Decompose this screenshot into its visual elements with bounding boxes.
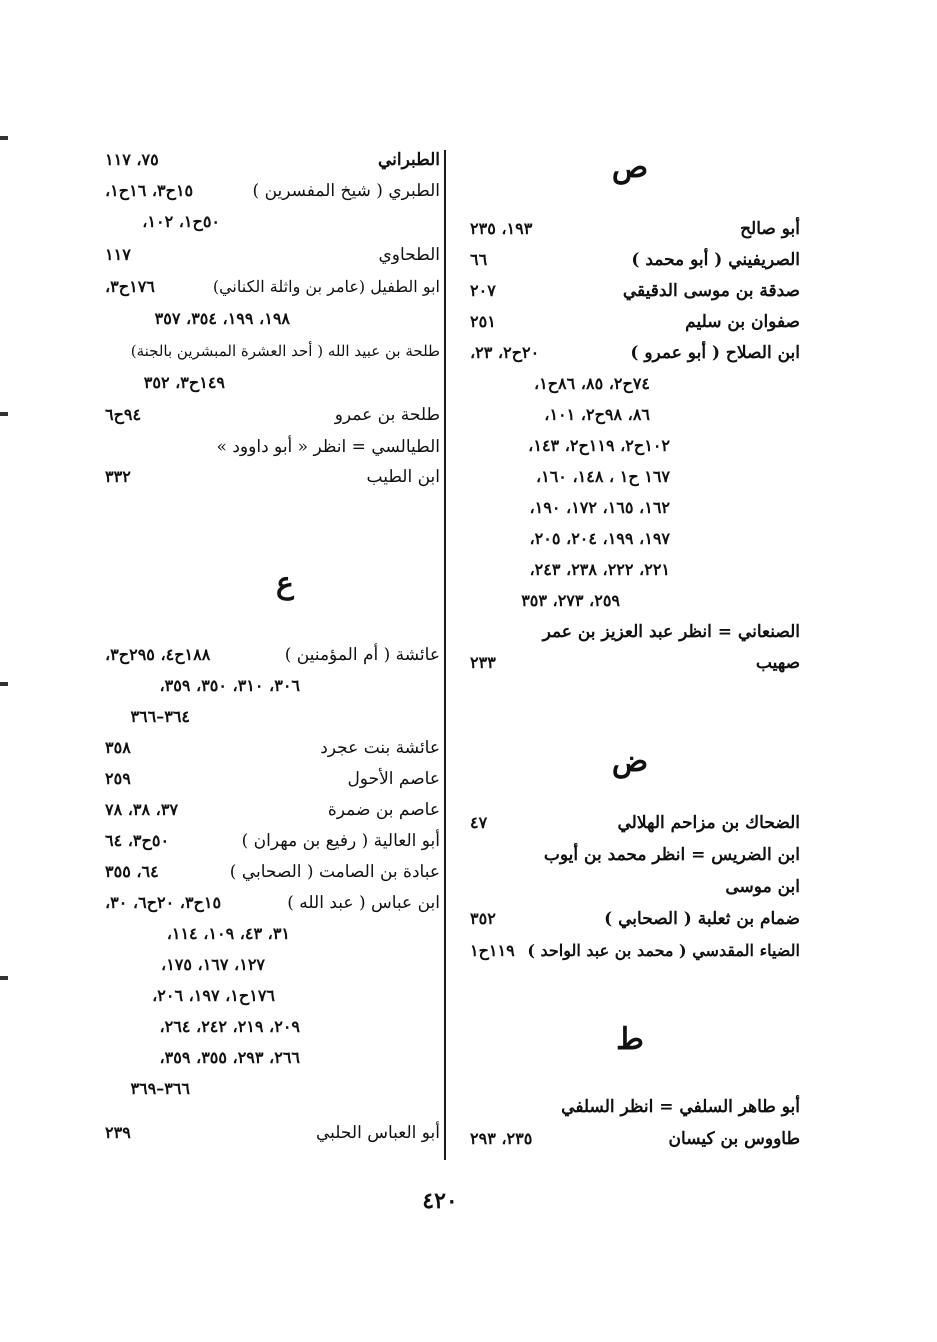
index-entry-continuation: ١٤٩ح٣، ٣٥٢	[143, 373, 225, 392]
index-entry-continuation: ٣٦٤–٣٦٦	[130, 707, 190, 726]
index-entry-continuation: ١٢٧، ١٦٧، ١٧٥،	[161, 955, 265, 974]
section-letter-ta: ط	[616, 1022, 644, 1057]
index-entry-continuation: ١٩٨، ١٩٩، ٣٥٤، ٣٥٧	[154, 309, 290, 328]
index-entry: أبو صالح ١٩٣، ٢٣٥	[470, 219, 800, 239]
index-entry-continuation: ٣٦٦–٣٦٩	[130, 1079, 190, 1098]
index-entry: ابن الصلاح ( أبو عمرو ) ٢٠ح٢، ٢٣،	[470, 343, 800, 363]
index-entry: الضياء المقدسي ( محمد بن عبد الواحد ) ١١٩ح١	[470, 941, 800, 960]
index-entry: الطبري ( شيخ المفسرين ) ١٥ح٣، ١٦ح١،	[105, 181, 440, 201]
index-entry-continuation: ٨٦، ٩٨ح٢، ١٠١،	[544, 405, 650, 424]
index-entry-continuation: ٥٠ح١، ١٠٢،	[142, 212, 220, 231]
index-entry: ابن موسى	[725, 877, 800, 897]
index-entry-continuation: ١٩٧، ١٩٩، ٢٠٤، ٢٠٥،	[529, 529, 670, 548]
index-entry-continuation: ٢٦٦، ٢٩٣، ٣٥٥، ٣٥٩،	[159, 1048, 300, 1067]
column-divider	[444, 150, 446, 1160]
index-entry: الطحاوي ١١٧	[105, 245, 440, 265]
index-entry-continuation: ١٦٢، ١٦٥، ١٧٢، ١٩٠،	[529, 498, 670, 517]
index-entry-continuation: ١٧٦ح١، ١٩٧، ٢٠٦،	[152, 986, 275, 1005]
index-entry: أبو العالية ( رفيع بن مهران ) ٥٠ح٣، ٦٤	[105, 831, 440, 851]
index-entry: طلحة بن عمرو ٩٤ح٦	[105, 405, 440, 425]
index-entry: طاووس بن كيسان ٢٣٥، ٢٩٣	[470, 1129, 800, 1149]
index-entry: الضحاك بن مزاحم الهلالي ٤٧	[470, 813, 800, 833]
index-entry: طلحة بن عبيد الله ( أحد العشرة المبشرين بالجنة)	[130, 342, 440, 360]
scan-edge-mark	[0, 412, 8, 416]
scan-edge-mark	[0, 976, 8, 980]
index-entry-continuation: ٣١، ٤٣، ١٠٩، ١١٤،	[166, 924, 290, 943]
index-entry-continuation: ١٠٢ح٢، ١١٩ح٢، ١٤٣،	[528, 436, 670, 455]
index-entry: عاصم بن ضمرة ٣٧، ٣٨، ٧٨	[105, 800, 440, 820]
index-entry: ابن الضريس = انظر محمد بن أيوب	[543, 845, 800, 865]
index-entry: عبادة بن الصامت ( الصحابي ) ٦٤، ٣٥٥	[105, 862, 440, 882]
scan-edge-mark	[0, 136, 8, 140]
section-letter-ain: ع	[276, 566, 294, 601]
index-entry: عاصم الأحول ٢٥٩	[105, 769, 440, 789]
page-number: ٤٢٠	[422, 1188, 458, 1214]
index-entry-continuation: ٧٤ح٢، ٨٥، ٨٦ح١،	[533, 374, 650, 393]
index-entry: عائشة بنت عجرد ٣٥٨	[105, 738, 440, 758]
index-entry: صدقة بن موسى الدقيقي ٢٠٧	[470, 281, 800, 301]
index-entry: ضمام بن ثعلبة ( الصحابي ) ٣٥٢	[470, 909, 800, 929]
index-entry-continuation: ٢٥٩، ٢٧٣، ٣٥٣	[521, 591, 620, 610]
index-entry: أبو العباس الحلبي ٢٣٩	[105, 1123, 440, 1143]
index-entry: عائشة ( أم المؤمنين ) ١٨٨ح٤، ٢٩٥ح٣،	[105, 645, 440, 665]
section-letter-sad: ص	[611, 150, 649, 185]
index-entry: الطيالسي = انظر « أبو داوود »	[216, 437, 440, 457]
index-entry: الصنعاني = انظر عبد العزيز بن عمر	[542, 622, 800, 642]
index-entry: صفوان بن سليم ٢٥١	[470, 312, 800, 332]
index-entry: ابن عباس ( عبد الله ) ١٥ح٣، ٢٠ح٦، ٣٠،	[105, 893, 440, 913]
scan-edge-mark	[0, 682, 8, 686]
index-entry: الصريفيني ( أبو محمد ) ٦٦	[470, 250, 800, 270]
index-entry-continuation: ٣٠٦، ٣١٠، ٣٥٠، ٣٥٩،	[159, 676, 300, 695]
index-entry: ابو الطفيل (عامر بن واثلة الكناني) ١٧٦ح٣،	[105, 277, 440, 296]
index-entry-continuation: ٢٢١، ٢٢٢، ٢٣٨، ٢٤٣،	[529, 560, 670, 579]
index-entry: صهيب ٢٣٣	[470, 653, 800, 673]
section-letter-dad: ض	[611, 744, 649, 779]
index-entry-continuation: ٢٠٩، ٢١٩، ٢٤٢، ٢٦٤،	[159, 1017, 300, 1036]
index-entry: الطبراني ٧٥، ١١٧	[105, 150, 440, 170]
index-entry-continuation: ١٦٧ ح١ ، ١٤٨، ١٦٠،	[535, 467, 670, 486]
index-entry: أبو طاهر السلفي = انظر السلفي	[561, 1097, 800, 1117]
index-entry: ابن الطيب ٣٣٢	[105, 467, 440, 487]
